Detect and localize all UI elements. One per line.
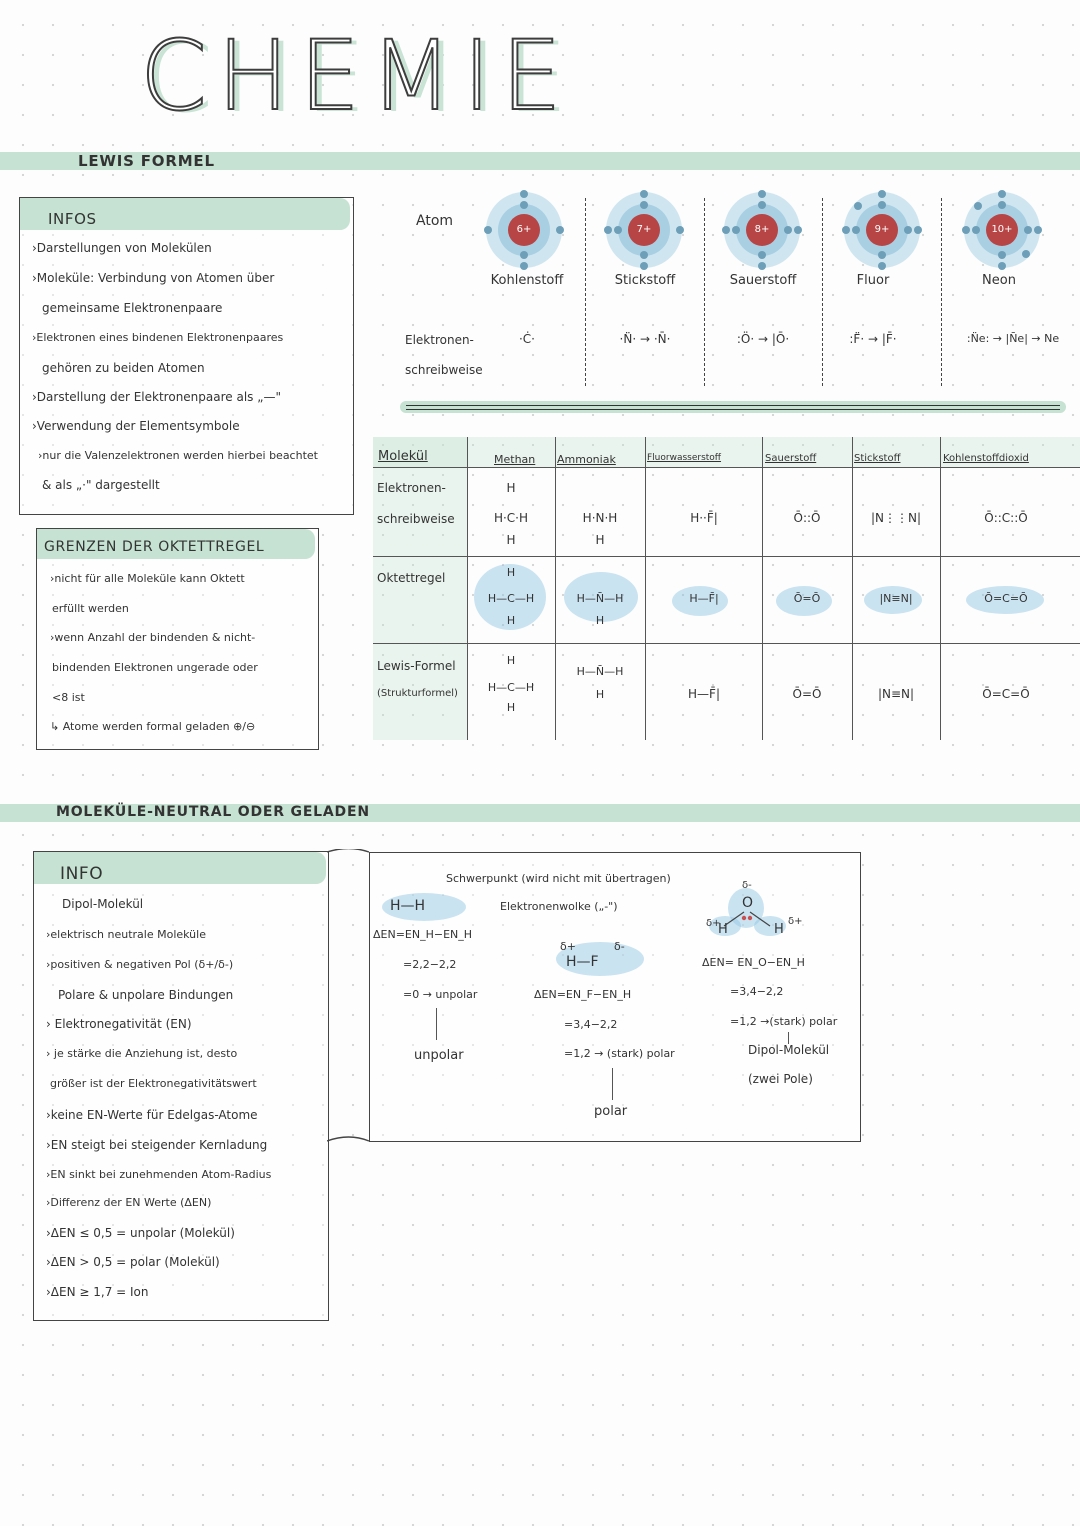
grenzen-line: ↳ Atome werden formal geladen ⊕/⊖ bbox=[50, 720, 256, 733]
infos-line: gehören zu beiden Atomen bbox=[42, 361, 205, 375]
column-header: Fluorwasserstoff bbox=[647, 453, 722, 463]
atom-oxygen-model bbox=[724, 192, 800, 268]
water-calc-line: ΔEN= EN_O−EN_H bbox=[702, 956, 805, 969]
atom-nitrogen-model bbox=[606, 192, 682, 268]
grenzen-title: GRENZEN DER OKTETTREGEL bbox=[44, 539, 265, 555]
h2-calc-line: =0 → unpolar bbox=[403, 988, 478, 1001]
atom-notation: :F̈· → |F̄· bbox=[849, 332, 897, 346]
atom-charge: 9+ bbox=[866, 214, 898, 246]
section-title-molecules: MOLEKÜLE-NEUTRAL ODER GELADEN bbox=[56, 804, 370, 820]
info2-title: INFO bbox=[60, 864, 104, 884]
info2-line: ›ΔEN ≤ 0,5 = unpolar (Molekül) bbox=[46, 1226, 235, 1240]
infos-line: ›nur die Valenzelektronen werden hierbei beachtet bbox=[38, 449, 318, 462]
cell-ammoniak-octet: H—N̄—H bbox=[576, 592, 624, 605]
cell-hf-octet: H—F̄| bbox=[689, 592, 719, 605]
infos-line: gemeinsame Elektronenpaare bbox=[42, 301, 223, 315]
cloud-note: Elektronenwolke („-") bbox=[500, 900, 618, 913]
atom-carbon-model bbox=[486, 192, 562, 268]
water-delta-minus: δ- bbox=[742, 880, 752, 891]
row-label: Lewis-Formel bbox=[377, 659, 456, 673]
info2-line: ›EN sinkt bei zunehmenden Atom-Radius bbox=[46, 1168, 272, 1181]
notation-label-2: schreibweise bbox=[405, 363, 483, 377]
h2-result: unpolar bbox=[414, 1048, 464, 1063]
hf-calc-line: =3,4−2,2 bbox=[564, 1018, 618, 1031]
info2-line: größer ist der Elektronegativitätswert bbox=[50, 1077, 257, 1090]
info2-line: ›EN steigt bei steigender Kernladung bbox=[46, 1138, 268, 1152]
table-rule bbox=[373, 467, 1080, 468]
atom-row-label: Atom bbox=[416, 213, 454, 229]
cell-n2-octet: |N≡N| bbox=[879, 592, 913, 605]
atom-separator bbox=[941, 198, 942, 386]
ammoniak-octet-bottom-h: H bbox=[595, 614, 605, 627]
atom-separator bbox=[704, 198, 705, 386]
info2-line: ›ΔEN ≥ 1,7 = Ion bbox=[46, 1285, 149, 1299]
row-label: schreibweise bbox=[377, 512, 455, 526]
infos-line: & als „·" dargestellt bbox=[42, 478, 160, 492]
row-label: (Strukturformel) bbox=[377, 688, 458, 699]
hf-calc-line: ΔEN=EN_F−EN_H bbox=[534, 988, 632, 1001]
hf-calc-line: =1,2 → (stark) polar bbox=[564, 1047, 675, 1060]
hf-result-connector bbox=[612, 1068, 613, 1100]
atom-name: Neon bbox=[982, 273, 1016, 288]
cell-o2-octet: Ō=Ō bbox=[793, 592, 821, 605]
water-delta-plus-left: δ+ bbox=[706, 918, 721, 929]
cell-hf-electrons: H··F̄| bbox=[690, 511, 718, 525]
info2-line: Polare & unpolare Bindungen bbox=[58, 988, 234, 1002]
grenzen-line: erfüllt werden bbox=[52, 602, 129, 615]
h2-formula: H—H bbox=[390, 898, 426, 914]
hf-formula: H—F bbox=[566, 954, 599, 970]
column-header: Sauerstoff bbox=[765, 453, 817, 464]
water-hydrogen-left: H bbox=[718, 922, 728, 937]
row-label: Oktettregel bbox=[377, 571, 446, 585]
infos-line: ›Elektronen eines bindenen Elektronenpaares bbox=[32, 331, 284, 344]
ammoniak-bottom-h: H bbox=[595, 533, 605, 547]
atom-charge: 8+ bbox=[746, 214, 778, 246]
atom-neon-model bbox=[964, 192, 1040, 268]
methan-lewis-bottom-h: H bbox=[506, 701, 516, 714]
atom-name: Stickstoff bbox=[614, 273, 676, 288]
hf-delta-plus: δ+ bbox=[560, 940, 576, 953]
h2-result-connector bbox=[436, 1008, 437, 1040]
hf-result: polar bbox=[594, 1104, 628, 1119]
info2-line: ›Differenz der EN Werte (ΔEN) bbox=[46, 1196, 212, 1209]
section-title-lewis: LEWIS FORMEL bbox=[78, 152, 215, 170]
info2-line: ›positiven & negativen Pol (δ+/δ-) bbox=[46, 958, 234, 971]
water-result-2: (zwei Pole) bbox=[748, 1072, 813, 1086]
ammoniak-lewis-bottom-h: H bbox=[595, 688, 605, 701]
cell-co2-electrons: Ō::C::Ō bbox=[984, 511, 1028, 525]
cell-o2-lewis: Ō=Ō bbox=[792, 687, 822, 701]
infos-line: ›Verwendung der Elementsymbole bbox=[32, 419, 240, 433]
table-rule bbox=[373, 556, 1080, 557]
atom-charge: 10+ bbox=[986, 214, 1018, 246]
atom-charge: 6+ bbox=[508, 214, 540, 246]
grenzen-line: ›wenn Anzahl der bindenden & nicht- bbox=[50, 631, 256, 644]
notation-label-1: Elektronen- bbox=[405, 333, 474, 347]
cell-co2-lewis: Ō=C=Ō bbox=[982, 687, 1030, 701]
divider-bar bbox=[400, 401, 1066, 413]
infos-line: ›Darstellungen von Molekülen bbox=[32, 241, 212, 255]
atom-notation: ·N̈· → ·N̄· bbox=[619, 332, 671, 346]
atom-separator bbox=[585, 198, 586, 386]
water-result-1: Dipol-Molekül bbox=[748, 1043, 830, 1057]
info2-line: › je stärke die Anziehung ist, desto bbox=[46, 1047, 238, 1060]
atom-notation: :Ö· → |Ō· bbox=[736, 332, 790, 346]
book-fold-connector bbox=[327, 849, 371, 1144]
divider-line bbox=[406, 409, 1060, 410]
info2-line: ›ΔEN > 0,5 = polar (Molekül) bbox=[46, 1255, 220, 1269]
atom-separator bbox=[822, 198, 823, 386]
table-rule bbox=[373, 643, 1080, 644]
atom-notation: ·Ċ· bbox=[518, 332, 535, 346]
row-label: Elektronen- bbox=[377, 481, 446, 495]
column-header: Ammoniak bbox=[557, 453, 616, 466]
cell-ammoniak-electrons: H·N·H bbox=[582, 511, 618, 525]
cell-methan-octet: H—C—H bbox=[487, 592, 535, 605]
cell-hf-lewis: H—F̄| bbox=[688, 687, 720, 701]
water-calc-line: =3,4−2,2 bbox=[730, 985, 784, 998]
atom-notation: :N̈e: → |N̄e| → Ne bbox=[966, 332, 1060, 345]
methan-lewis-top-h: H bbox=[506, 654, 516, 667]
atom-fluorine-model bbox=[844, 192, 920, 268]
grenzen-line: <8 ist bbox=[52, 691, 85, 704]
atom-name: Sauerstoff bbox=[729, 273, 797, 288]
info2-line: Dipol-Molekül bbox=[62, 897, 144, 911]
h2-calc-line: ΔEN=EN_H−EN_H bbox=[373, 928, 473, 941]
cell-n2-electrons: |N⋮⋮N| bbox=[870, 511, 922, 525]
info2-line: › Elektronegativität (EN) bbox=[46, 1017, 192, 1031]
atom-name: Fluor bbox=[856, 273, 890, 288]
water-molecule-diagram bbox=[700, 878, 810, 948]
cell-o2-electrons: Ō::Ō bbox=[793, 511, 821, 525]
water-oxygen: O bbox=[742, 895, 754, 911]
atom-name: Kohlenstoff bbox=[490, 273, 564, 288]
methan-top-h: H bbox=[506, 481, 516, 495]
atom-charge: 7+ bbox=[628, 214, 660, 246]
methan-bottom-h: H bbox=[506, 533, 516, 547]
cell-methan-electrons: H·C·H bbox=[493, 511, 529, 525]
divider-line bbox=[406, 405, 1060, 406]
center-note: Schwerpunkt (wird nicht mit übertragen) bbox=[446, 872, 671, 885]
cell-methan-lewis: H—C—H bbox=[487, 681, 535, 694]
column-header: Stickstoff bbox=[854, 453, 901, 464]
methan-octet-bottom-h: H bbox=[506, 614, 516, 627]
water-calc-line: =1,2 →(stark) polar bbox=[730, 1015, 838, 1028]
table-header-label: Molekül bbox=[378, 449, 428, 464]
h2-calc-line: =2,2−2,2 bbox=[403, 958, 457, 971]
infos-line: ›Moleküle: Verbindung von Atomen über bbox=[32, 271, 275, 285]
page-title: CHEMIE bbox=[140, 20, 572, 132]
methan-octet-top-h: H bbox=[506, 566, 516, 579]
water-delta-plus-right: δ+ bbox=[788, 916, 803, 927]
info2-line: ›keine EN-Werte für Edelgas-Atome bbox=[46, 1108, 258, 1122]
cell-ammoniak-lewis: H—N̄—H bbox=[576, 665, 624, 678]
column-header: Methan bbox=[494, 453, 536, 466]
infos-line: ›Darstellung der Elektronenpaare als „—" bbox=[32, 390, 281, 404]
cell-co2-octet: Ō=C=Ō bbox=[984, 592, 1028, 605]
water-hydrogen-right: H bbox=[774, 922, 784, 937]
hf-delta-minus: δ- bbox=[614, 940, 625, 953]
grenzen-line: bindenden Elektronen ungerade oder bbox=[52, 661, 258, 674]
cell-n2-lewis: |N≡N| bbox=[877, 687, 915, 701]
infos-title: INFOS bbox=[48, 210, 97, 228]
grenzen-line: ›nicht für alle Moleküle kann Oktett bbox=[50, 572, 245, 585]
column-header: Kohlenstoffdioxid bbox=[943, 453, 1029, 464]
info2-line: ›elektrisch neutrale Moleküle bbox=[46, 928, 206, 941]
